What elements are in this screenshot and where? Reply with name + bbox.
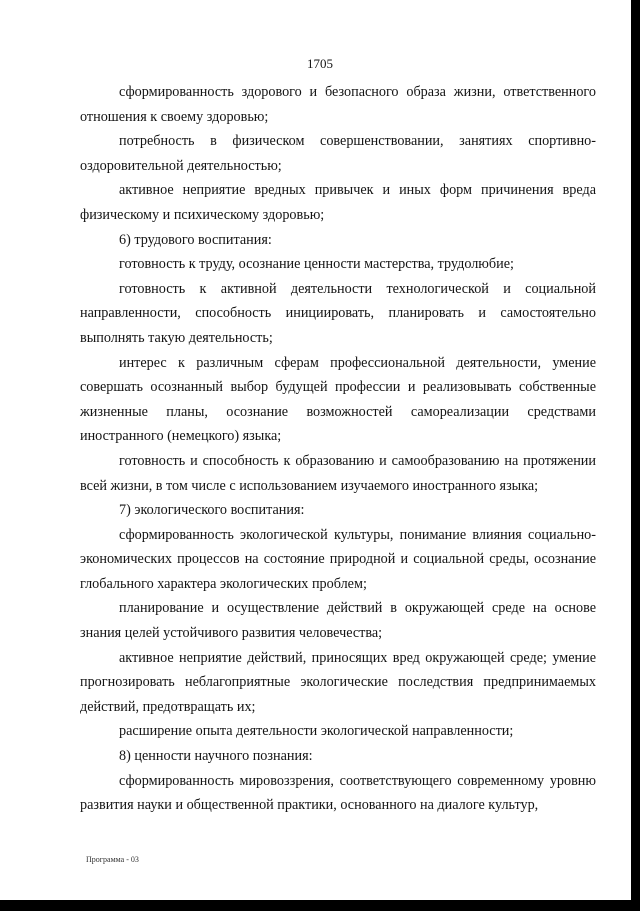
paragraph: сформированность мировоззрения, соответствующего современному уровню развития науки и общественной практики, основанного на диалоге культур, [80, 772, 596, 814]
paragraph: активное неприятие вредных привычек и иных форм причинения вреда физическому и психическому здоровью; [80, 182, 596, 223]
page-number: 1705 [307, 56, 333, 71]
paragraph: сформированность экологической культуры, понимание влияния социально-экономических процессов на состояние природной и социальной среды, осознание глобального характера экологических проблем; [80, 526, 596, 592]
paragraph: активное неприятие действий, приносящих вред окружающей среде; умение прогнозировать неблагоприятные экологические последствия предпринимаемых действий, предотвращать их; [80, 649, 596, 715]
paragraph: расширение опыта деятельности экологической направленности; [119, 723, 514, 740]
paragraph: сформированность здорового и безопасного образа жизни, ответственного отношения к своему здоровью; [80, 84, 596, 125]
paragraph: планирование и осуществление действий в окружающей среде на основе знания целей устойчивого развития человечества; [80, 600, 596, 642]
scan-edge-right [631, 0, 640, 911]
paragraph: готовность к труду, осознание ценности мастерства, трудолюбие; [119, 256, 514, 273]
paragraph: интерес к различным сферам профессиональной деятельности, умение совершать осознанный выбор будущей профессии и реализовывать собственные жизненные планы, осознание возможностей самореализации средствами иностранного (немецкого) языка; [80, 354, 596, 445]
scan-edge-bottom [0, 900, 640, 911]
section-heading: 6) трудового воспитания: [119, 231, 272, 248]
paragraph: готовность к активной деятельности технологической и социальной направленности, способность инициировать, планировать и самостоятельно выполнять такую деятельность; [80, 280, 596, 346]
section-heading: 8) ценности научного познания: [119, 748, 313, 765]
section-heading: 7) экологического воспитания: [119, 502, 305, 519]
paragraph: готовность и способность к образованию и самообразованию на протяжении всей жизни, в том числе с использованием изучаемого иностранного языка; [80, 452, 596, 494]
body-text [80, 80, 596, 818]
footer-label: Программа - 03 [86, 855, 139, 864]
paragraph: потребность в физическом совершенствовании, занятиях спортивно-оздоровительной деятельностью; [80, 133, 596, 174]
